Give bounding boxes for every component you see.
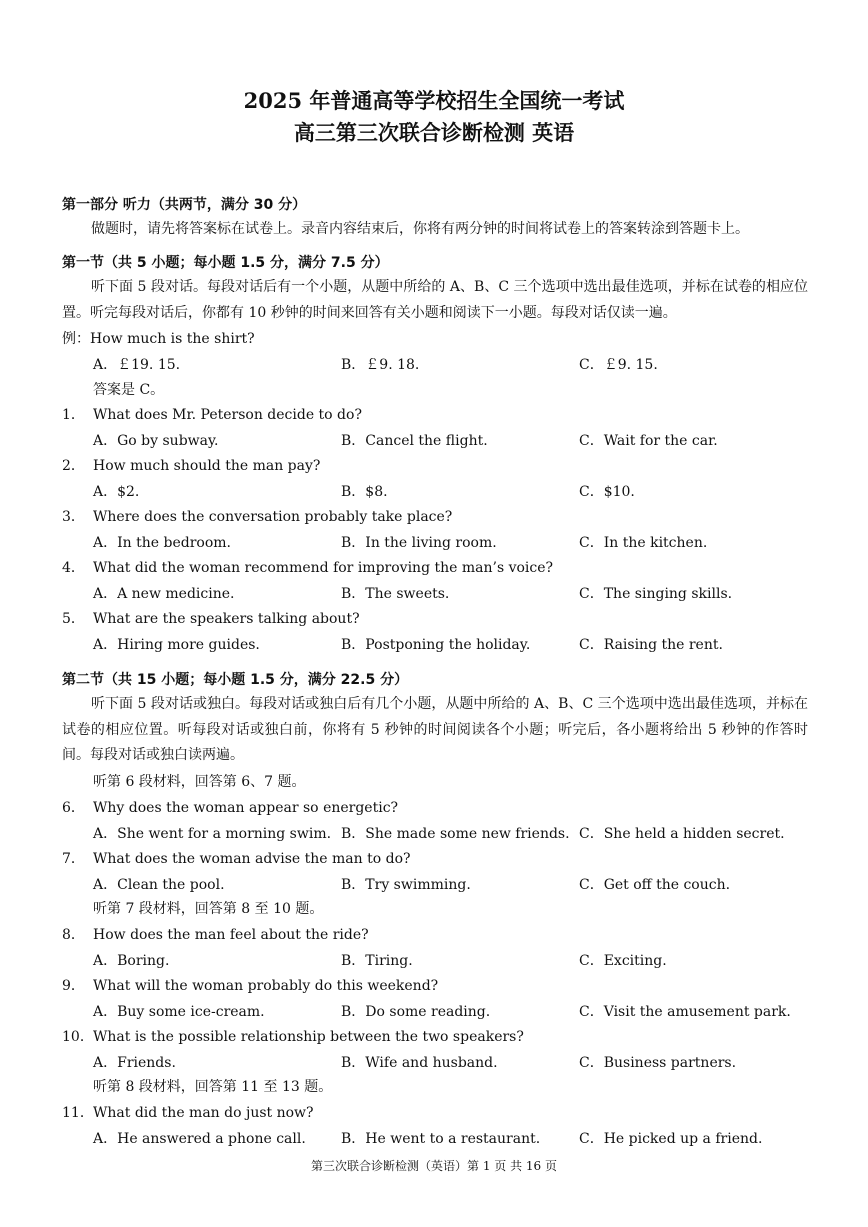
question-text: What did the woman recommend for improving the man’s voice? xyxy=(93,560,554,576)
question-text: How does the man feel about the ride? xyxy=(93,927,369,943)
question-text: What did the man do just now? xyxy=(93,1105,314,1121)
option-a: A．She went for a morning swim. xyxy=(93,826,332,842)
question-text: What does Mr. Peterson decide to do? xyxy=(93,407,362,423)
option-b: B．She made some new friends. xyxy=(341,826,570,842)
option-c: C．He picked up a friend. xyxy=(579,1131,763,1147)
question-9 xyxy=(62,977,438,995)
option-c: C．She held a hidden secret. xyxy=(579,826,785,842)
option-c: C．Business partners. xyxy=(579,1055,737,1071)
option-a: A．Hiring more guides. xyxy=(93,637,260,653)
material-note-7: 听第 7 段材料，回答第 8 至 10 题。 xyxy=(93,901,324,917)
question-1 xyxy=(62,406,362,424)
part1-instruction: 做题时，请先将答案标在试卷上。录音内容结束后，你将有两分钟的时间将试卷上的答案转涂到答题卡上。 xyxy=(91,221,749,237)
example-option-a: A．￡19. 15. xyxy=(93,357,181,373)
section1-heading: 第一节（共 5 小题；每小题 1.5 分，满分 7.5 分） xyxy=(62,255,389,271)
question-number: 11． xyxy=(62,1105,94,1121)
option-c: C．Get off the couch. xyxy=(579,877,731,893)
question-text: What does the woman advise the man to do? xyxy=(93,851,411,867)
option-a: A．Clean the pool. xyxy=(93,877,225,893)
option-b: B．Tiring. xyxy=(341,953,413,969)
option-a: A．In the bedroom. xyxy=(93,535,231,551)
question-number: 7． xyxy=(62,851,85,867)
exam-subtitle: 高三第三次联合诊断检测 英语 xyxy=(293,120,575,145)
section2-heading: 第二节（共 15 小题；每小题 1.5 分，满分 22.5 分） xyxy=(62,672,409,688)
option-c: C．Visit the amusement park. xyxy=(579,1004,791,1020)
option-b: B．He went to a restaurant. xyxy=(341,1131,541,1147)
example-answer: 答案是 C。 xyxy=(93,382,165,398)
question-text: What are the speakers talking about? xyxy=(93,611,360,627)
part1-heading: 第一部分 听力（共两节，满分 30 分） xyxy=(62,197,307,213)
option-b: B．Do some reading. xyxy=(341,1004,491,1020)
option-b: B．Cancel the flight. xyxy=(341,433,488,449)
question-text: Why does the woman appear so energetic? xyxy=(93,800,399,816)
question-number: 1． xyxy=(62,407,85,423)
option-c: C．Exciting. xyxy=(579,953,667,969)
option-c: C．Wait for the car. xyxy=(579,433,718,449)
option-b: B．$8. xyxy=(341,484,388,500)
example-question xyxy=(62,330,255,348)
example-option-c: C．￡9. 15. xyxy=(579,357,658,373)
option-b: B．Wife and husband. xyxy=(341,1055,498,1071)
option-b: B．Try swimming. xyxy=(341,877,471,893)
question-number: 10． xyxy=(62,1029,94,1045)
example-question-text: How much is the shirt? xyxy=(90,331,255,347)
option-a: A．He answered a phone call. xyxy=(93,1131,306,1147)
option-a: A．Boring. xyxy=(93,953,170,969)
question-number: 6． xyxy=(62,800,85,816)
example-option-b: B．￡9. 18. xyxy=(341,357,420,373)
option-a: A．Buy some ice-cream. xyxy=(93,1004,265,1020)
question-7 xyxy=(62,850,411,868)
page-footer: 第三次联合诊断检测（英语）第 1 页 共 16 页 xyxy=(311,1159,557,1173)
option-a: A．Friends. xyxy=(93,1055,176,1071)
question-8 xyxy=(62,926,369,944)
option-c: C．$10. xyxy=(579,484,635,500)
question-5 xyxy=(62,610,360,628)
section2-instruction: 听下面 5 段对话或独白。每段对话或独白后有几个小题，从题中所给的 A、B、C 三个选项中选出最佳选项，并标在试卷的相应位置。听每段对话或独白前，你将有 5 秒钟的时间阅读各个小题；听完后，各小题将给出 5 秒钟的作答时间。每段对话或独白读两遍。 xyxy=(62,696,808,763)
option-b: B．Postponing the holiday. xyxy=(341,637,531,653)
question-number: 5． xyxy=(62,611,85,627)
question-2 xyxy=(62,457,320,475)
option-c: C．Raising the rent. xyxy=(579,637,723,653)
question-10 xyxy=(62,1028,524,1046)
option-b: B．In the living room. xyxy=(341,535,497,551)
question-number: 8． xyxy=(62,927,85,943)
question-number: 9． xyxy=(62,978,85,994)
material-note-8: 听第 8 段材料，回答第 11 至 13 题。 xyxy=(93,1079,333,1095)
example-label: 例： xyxy=(62,331,90,347)
question-number: 2． xyxy=(62,458,85,474)
exam-title: 2025 年普通高等学校招生全国统一考试 xyxy=(243,88,625,113)
question-text: How much should the man pay? xyxy=(93,458,321,474)
question-number: 4． xyxy=(62,560,85,576)
option-b: B．The sweets. xyxy=(341,586,450,602)
question-3 xyxy=(62,508,452,526)
question-6 xyxy=(62,799,398,817)
option-c: C．The singing skills. xyxy=(579,586,733,602)
question-text: What will the woman probably do this weekend? xyxy=(93,978,439,994)
section1-instruction: 听下面 5 段对话。每段对话后有一个小题，从题中所给的 A、B、C 三个选项中选出最佳选项，并标在试卷的相应位置。听完每段对话后，你都有 10 秒钟的时间来回答有关小题和阅读下一小题。每段对话仅读一遍。 xyxy=(62,279,808,321)
option-a: A．$2. xyxy=(93,484,140,500)
option-a: A．Go by subway. xyxy=(93,433,219,449)
option-a: A．A new medicine. xyxy=(93,586,235,602)
option-c: C．In the kitchen. xyxy=(579,535,708,551)
material-note-6: 听第 6 段材料，回答第 6、7 题。 xyxy=(93,774,306,790)
question-4 xyxy=(62,559,553,577)
question-number: 3． xyxy=(62,509,85,525)
question-text: Where does the conversation probably take place? xyxy=(93,509,453,525)
question-11 xyxy=(62,1104,314,1122)
question-text: What is the possible relationship between the two speakers? xyxy=(93,1029,524,1045)
